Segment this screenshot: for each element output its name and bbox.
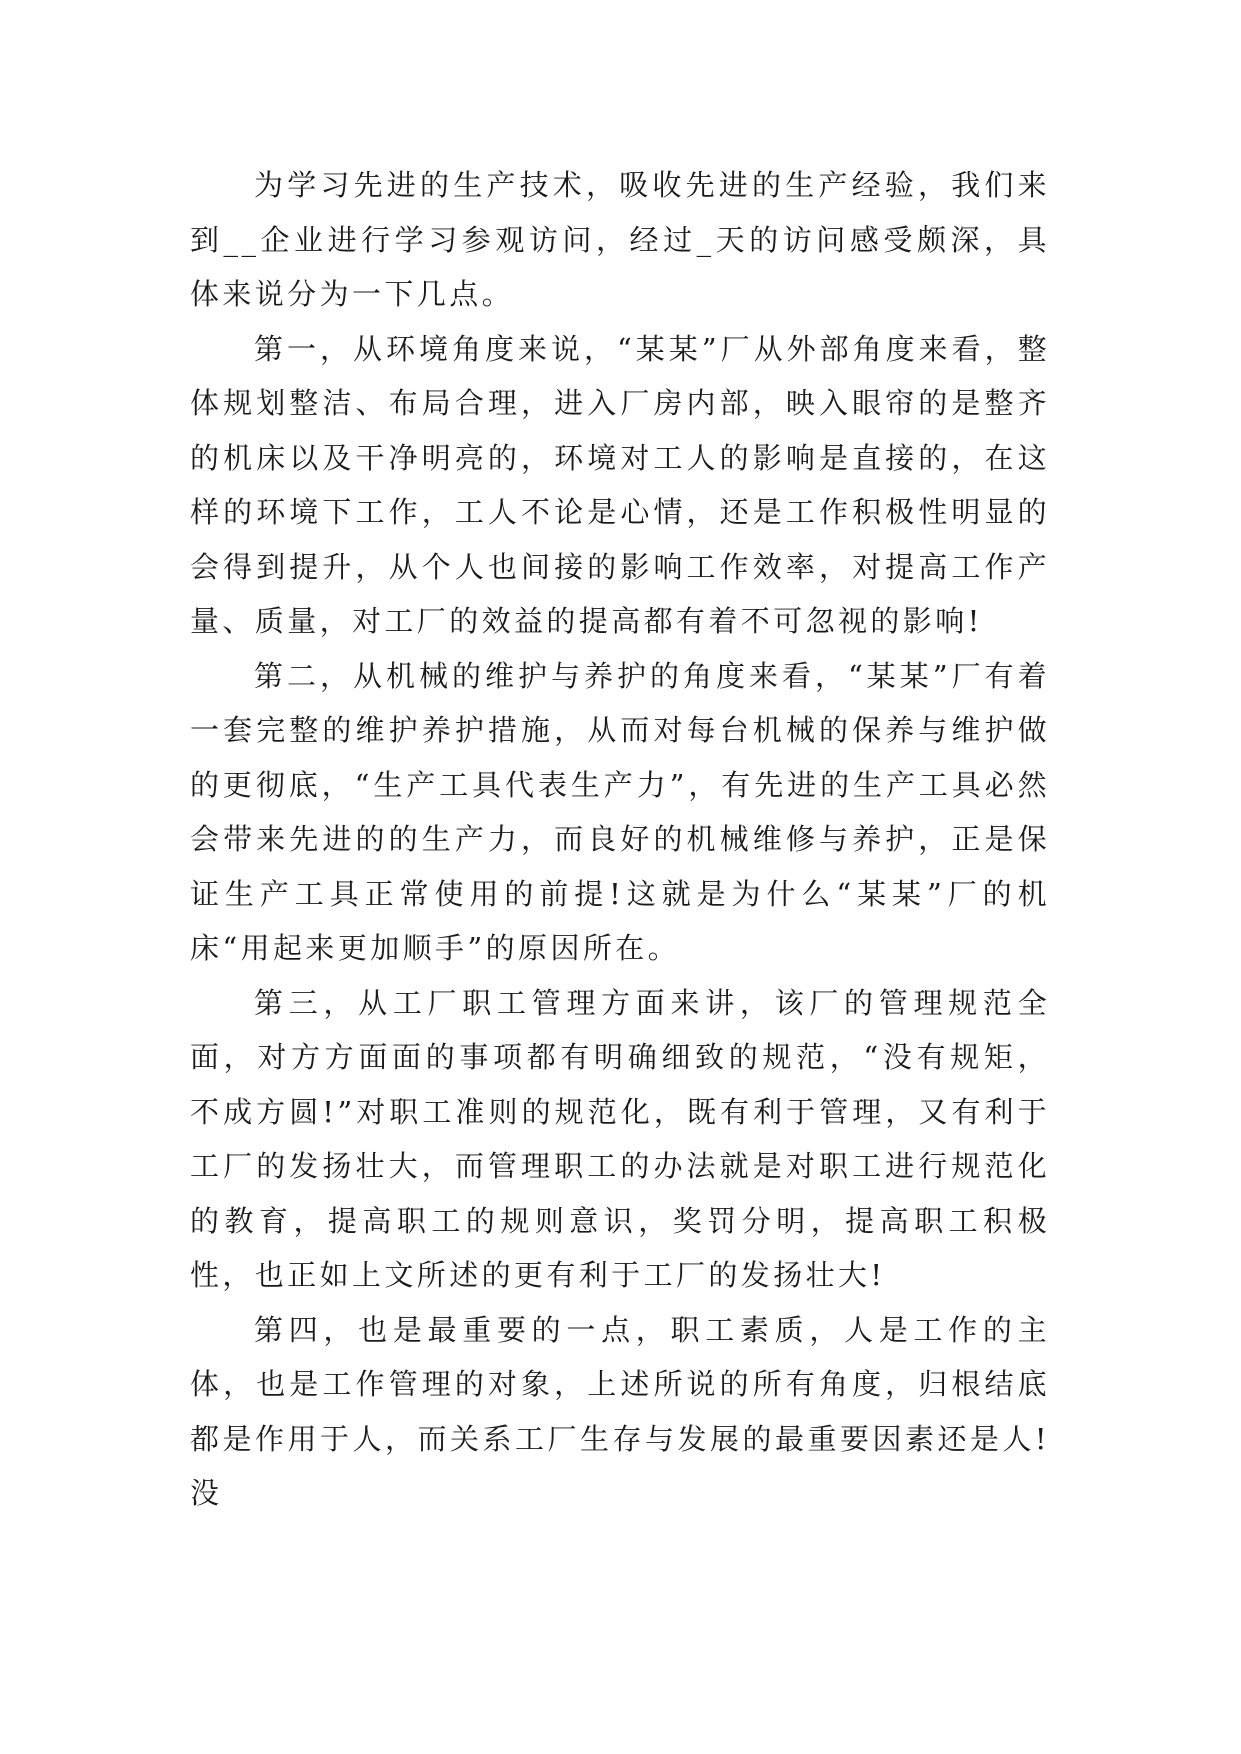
paragraph-intro: 为学习先进的生产技术，吸收先进的生产经验，我们来到__企业进行学习参观访问，经过_天的访问感受颇深，具体来说分为一下几点。 bbox=[190, 168, 1050, 311]
document-body bbox=[190, 158, 1050, 1521]
paragraph-management: 第三，从工厂职工管理方面来讲，该厂的管理规范全面，对方方面面的事项都有明确细致的规范，“没有规矩，不成方圆!”对职工准则的规范化，既有利于管理，又有利于工厂的发扬壮大，而管理职工的办法就是对职工进行规范化的教育，提高职工的规则意识，奖罚分明，提高职工积极性，也正如上文所述的更有利于工厂的发扬壮大! bbox=[190, 985, 1050, 1292]
paragraph-staff-quality: 第四，也是最重要的一点，职工素质，人是工作的主体，也是工作管理的对象，上述所说的所有角度，归根结底都是作用于人，而关系工厂生存与发展的最重要因素还是人!没 bbox=[190, 1312, 1050, 1510]
paragraph-environment: 第一，从环境角度来说，“某某”厂从外部角度来看，整体规划整洁、布局合理，进入厂房内部，映入眼帘的是整齐的机床以及干净明亮的，环境对工人的影响是直接的，在这样的环境下工作，工人不论是心情，还是工作积极性明显的会得到提升，从个人也间接的影响工作效率，对提高工作产量、质量，对工厂的效益的提高都有着不可忽视的影响! bbox=[190, 331, 1050, 638]
paragraph-maintenance: 第二，从机械的维护与养护的角度来看，“某某”厂有着一套完整的维护养护措施，从而对每台机械的保养与维护做的更彻底，“生产工具代表生产力”，有先进的生产工具必然会带来先进的的生产力，而良好的机械维修与养护，正是保证生产工具正常使用的前提!这就是为什么“某某”厂的机床“用起来更加顺手”的原因所在。 bbox=[190, 658, 1050, 965]
